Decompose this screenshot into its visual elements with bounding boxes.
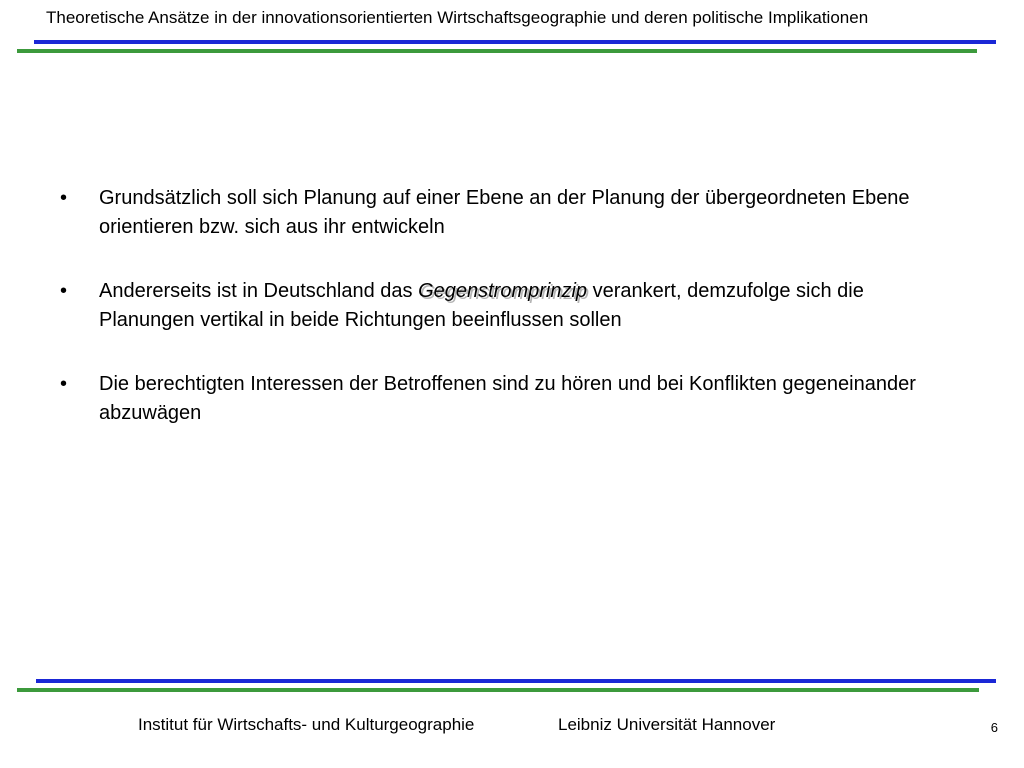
header-rule-green (17, 49, 977, 53)
footer-rule-blue (36, 679, 996, 683)
bullet-marker: • (60, 280, 68, 302)
bullet-list (60, 184, 960, 463)
bullet-item-interests (60, 370, 960, 428)
bullet-item-gegenstromprinzip (60, 277, 960, 335)
bullet-text-before: Andererseits ist in Deutschland das (99, 280, 419, 302)
bullet-item-planning (60, 184, 960, 242)
bullet-marker: • (60, 373, 68, 395)
bullet-emphasis: Gegenstromprinzip (418, 280, 588, 302)
page-number: 6 (990, 720, 998, 735)
bullet-text: Grundsätzlich soll sich Planung auf einer Ebene an der Planung der übergeordneten Ebene orientieren bzw. sich aus ihr entwickeln (99, 187, 910, 238)
header-rule-blue (34, 40, 996, 44)
bullet-text-after: verankert, demzufolge sich die Planungen vertikal in beide Richtungen beeinflussen sollen (99, 280, 864, 331)
footer-institute: Institut für Wirtschafts- und Kulturgeographie (138, 715, 475, 734)
footer-university: Leibniz Universität Hannover (558, 715, 776, 734)
bullet-marker: • (60, 187, 68, 209)
bullet-text: Die berechtigten Interessen der Betroffenen sind zu hören und bei Konflikten gegeneinander abzuwägen (99, 373, 916, 424)
header-title: Theoretische Ansätze in der innovationsorientierten Wirtschaftsgeographie und deren politische Implikationen (46, 8, 869, 27)
footer-rule-green (17, 688, 979, 692)
